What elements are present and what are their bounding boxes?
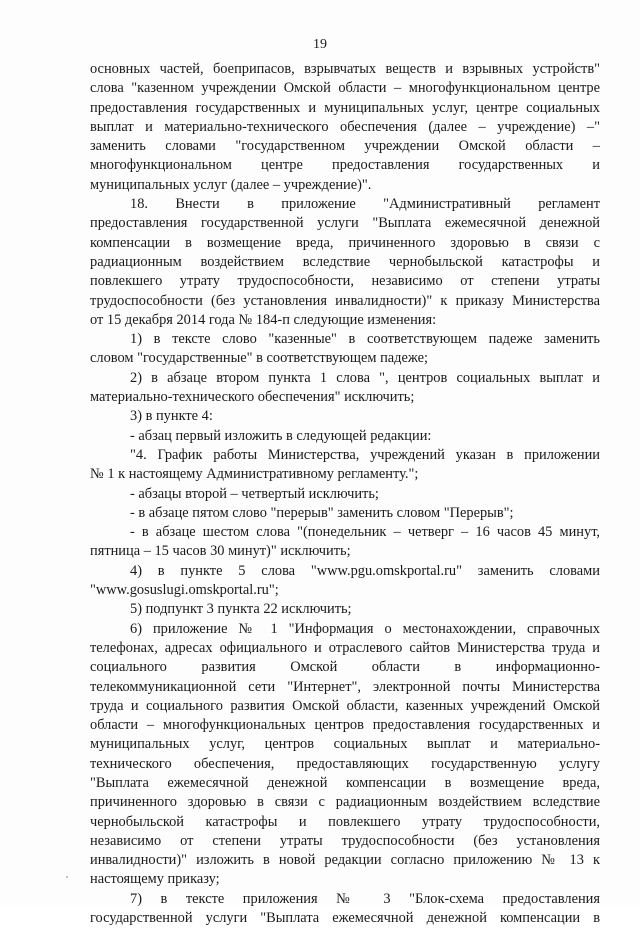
text-line: 3) в пункте 4: xyxy=(130,408,213,425)
text-line: слова "казенном учреждении Омской области – многофункциональном центре xyxy=(90,80,600,97)
text-line: материально-технического обеспечения" исключить; xyxy=(90,389,415,406)
text-line: словом "государственные" в соответствующем падеже; xyxy=(90,350,429,367)
text-line: телефонах, адресах официального и отраслевого сайтов Министерства труда и xyxy=(90,639,600,656)
text-line: основных частей, боеприпасов, взрывчатых веществ и взрывных устройств" xyxy=(90,61,600,77)
text-line: 1) в тексте слово "казенные" в соответствующем падеже заменить xyxy=(130,331,600,348)
page-number: 19 xyxy=(313,37,327,52)
text-line: "Выплата ежемесячной денежной компенсации в возмещение вреда, xyxy=(90,774,600,791)
text-line: независимо от степени утраты трудоспособности (без установления xyxy=(90,832,600,849)
text-line: - абзац первый изложить в следующей редакции: xyxy=(130,427,432,444)
text-line: "4. График работы Министерства, учреждений указан в приложении xyxy=(130,446,600,463)
text-line: 18. Внести в приложение "Административный регламент xyxy=(130,196,600,213)
text-line: радиационным воздействием вследствие чернобыльской катастрофы и xyxy=(90,253,600,270)
text-line: технического обеспечения, предоставляющих государственную услугу xyxy=(90,755,600,772)
text-line: от 15 декабря 2014 года № 184-п следующие изменения: xyxy=(90,311,437,328)
text-line: инвалидности)" изложить в новой редакции согласно приложению № 13 к xyxy=(90,852,600,869)
text-line: компенсации в возмещение вреда, причиненного здоровью в связи с xyxy=(90,234,600,251)
text-line: предоставления государственной услуги "Выплата ежемесячной денежной xyxy=(90,215,600,232)
text-line: 5) подпункт 3 пункта 22 исключить; xyxy=(130,601,352,618)
text-line: муниципальных услуг, центров социальных выплат и материально- xyxy=(90,736,600,753)
text-line: трудоспособности (без установления инвалидности)" к приказу Министерства xyxy=(90,292,600,309)
text-line: предоставления государственных и муниципальных услуг, центре социальных xyxy=(90,99,600,116)
text-line: 4) в пункте 5 слова "www.pgu.omskportal.ru" заменить словами xyxy=(130,562,600,579)
text-line: 6) приложение № 1 "Информация о местонахождении, справочных xyxy=(130,620,600,637)
text-line: настоящему приказу; xyxy=(90,871,220,888)
text-line: труда и социального развития Омской области, казенных учреждений Омской xyxy=(90,697,600,714)
text-line: заменить словами "государственном учреждении Омской области – xyxy=(90,138,600,155)
text-line: 7) в тексте приложения № 3 "Блок-схема предоставления xyxy=(130,890,600,907)
text-line: области – многофункциональных центров предоставления государственных и xyxy=(90,717,600,734)
text-line: выплат и материально-технического обеспечения (далее – учреждение) –" xyxy=(90,118,600,135)
text-line: № 1 к настоящему Административному регламенту."; xyxy=(90,466,419,483)
text-line: повлекшего утрату трудоспособности, независимо от степени утраты xyxy=(90,273,600,290)
scan-speck xyxy=(66,876,68,878)
text-line: причиненного здоровью в связи с радиационным воздействием вследствие xyxy=(90,794,600,811)
text-line: 2) в абзаце втором пункта 1 слова ", центров социальных выплат и xyxy=(130,369,600,386)
text-line: - в абзаце пятом слово "перерыв" заменить словом "Перерыв"; xyxy=(130,504,514,521)
text-line: государственной услуги "Выплата ежемесячной денежной компенсации в xyxy=(90,910,600,927)
text-line: чернобыльской катастрофы и повлекшего утрату трудоспособности, xyxy=(90,813,600,830)
text-line: - абзацы второй – четвертый исключить; xyxy=(130,485,379,502)
text-line: телекоммуникационной сети "Интернет", электронной почты Министерства xyxy=(90,678,600,695)
text-line: многофункциональном центре предоставления государственных и xyxy=(90,157,600,174)
text-line: муниципальных услуг (далее – учреждение)". xyxy=(90,176,372,193)
text-line: - в абзаце шестом слова "(понедельник – четверг – 16 часов 45 минут, xyxy=(130,524,600,541)
text-line: пятница – 15 часов 30 минут)" исключить; xyxy=(90,543,351,560)
text-line: социального развития Омской области в информационно- xyxy=(90,659,600,676)
text-line: "www.gosuslugi.omskportal.ru"; xyxy=(90,582,279,599)
body-text xyxy=(90,60,600,928)
